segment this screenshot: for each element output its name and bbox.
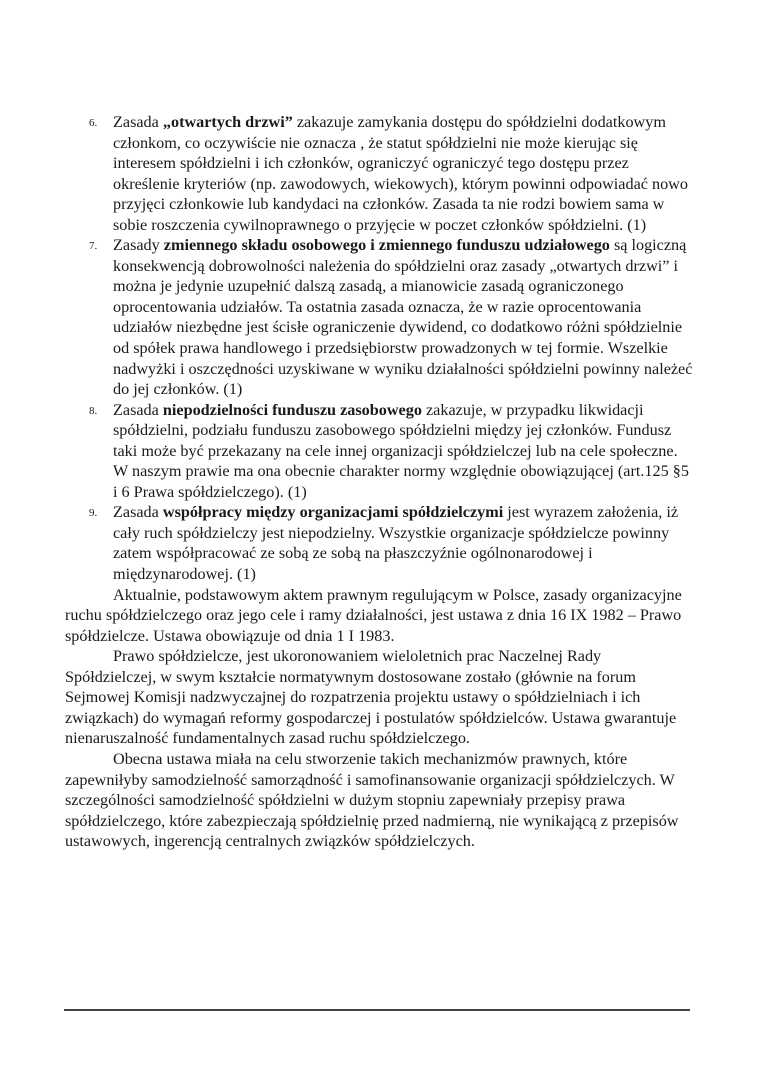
principles-list xyxy=(65,112,695,585)
text-run: jest wyrazem założenia, iż cały ruch spółdzielczy jest niepodzielny. Wszystkie organizacje spółdzielcze powinny zatem współpracować ze sobą ze sobą na płaszczyźnie ogólnonarodowej i międzynarodowej. (1) xyxy=(113,503,679,584)
list-number: 9. xyxy=(89,507,98,520)
list-number: 8. xyxy=(89,404,98,417)
list-item-text xyxy=(113,235,695,399)
list-number: 6. xyxy=(89,117,98,129)
list-item xyxy=(65,400,695,503)
list-item-text xyxy=(113,112,695,235)
body-paragraph: Aktualnie, podstawowym aktem prawnym regulującym w Polsce, zasady organizacyjne ruchu spółdzielczego oraz jego cele i ramy działalności, jest ustawa z dnia 16 IX 1982 – Prawo spółdzielcze. Ustawa obowiązuje od dnia 1 I 1983. xyxy=(65,585,682,645)
text-run: Zasada xyxy=(113,113,163,131)
list-item xyxy=(65,235,695,399)
body-paragraph: Obecna ustawa miała na celu stworzenie takich mechanizmów prawnych, które zapewniłyby samodzielność samorządność i samofinansowanie organizacji spółdzielczych. W szczególności samodzielność spółdzielni w dużym stopniu zapewniały przepisy prawa spółdzielczego, które zabezpieczają spółdzielnię przed nadmierną, nie wynikającą z przepisów ustawowych, ingerencją centralnych związków spółdzielczych. xyxy=(65,749,679,851)
list-item xyxy=(65,502,695,584)
text-run: zakazuje, w przypadku likwidacji spółdzielni, podziału funduszu zasobowego spółdzielni między jej członków. Fundusz taki może być przekazany na cele innej organizacji spółdzielczej lub na cele społeczne. W naszym prawie ma ona obecnie charakter normy względnie obowiązującej (art.125 §5 i 6 Prawa spółdzielczego). (1) xyxy=(113,400,689,501)
text-run: Zasada xyxy=(113,400,163,419)
footer-divider xyxy=(64,1009,690,1011)
bold-term: współpracy między organizacjami spółdzielczymi xyxy=(162,503,504,522)
text-run: są logiczną konsekwencją dobrowolności należenia do spółdzielni oraz zasady „otwartych drzwi” i można je jedynie uzupełnić dalszą zasadą, a mianowicie zasadą ograniczonego oprocentowania udziałów. Ta ostatnia zasada oznacza, że w razie oprocentowania udziałów niezbędne jest ścisłe ograniczenie dywidend, co dodatkowo różni spółdzielnie od spółek prawa handlowego i przedsiębiorstw prowadzonych w tej formie. Wszelkie nadwyżki i oszczędności uzyskiwane w wyniku działalności spółdzielni powinny należeć do jej członków. (1) xyxy=(113,236,693,399)
list-item-text xyxy=(113,400,695,503)
list-number: 7. xyxy=(89,240,98,253)
text-run: Zasady xyxy=(113,236,164,255)
page-content xyxy=(65,112,695,852)
bold-term: „otwartych drzwi” xyxy=(162,113,293,131)
bold-term: niepodzielności funduszu zasobowego xyxy=(162,400,422,419)
bold-term: zmiennego składu osobowego i zmiennego funduszu udziałowego xyxy=(163,236,610,255)
body-paragraph: Prawo spółdzielcze, jest ukoronowaniem wieloletnich prac Naczelnej Rady Spółdzielczej, w swym kształcie normatywnym dostosowane zostało (głównie na forum Sejmowej Komisji nadzwyczajnej do rozpatrzenia projektu ustawy o spółdzielniach i ich związkach) do wymagań reformy gospodarczej i postulatów spółdzielców. Ustawa gwarantuje nienaruszalność fundamentalnych zasad ruchu spółdzielczego. xyxy=(65,647,677,748)
list-item xyxy=(65,112,695,235)
text-run: Zasada xyxy=(113,503,163,522)
list-item-text xyxy=(113,502,695,584)
text-run: zakazuje zamykania dostępu do spółdzielni dodatkowym członkom, co oczywiście nie oznacza , że statut spółdzielni nie może kierując się interesem spółdzielni i ich członków, ograniczyć ograniczyć tego dostępu przez określenie kryteriów (np. zawodowych, wiekowych), którym powinni odpowiadać nowo przyjęci członkowie lub kandydaci na członków. Zasada ta nie rodzi bowiem sama w sobie roszczenia cywilnoprawnego o przyjęcie w poczet członków spółdzielni. (1) xyxy=(113,113,688,234)
